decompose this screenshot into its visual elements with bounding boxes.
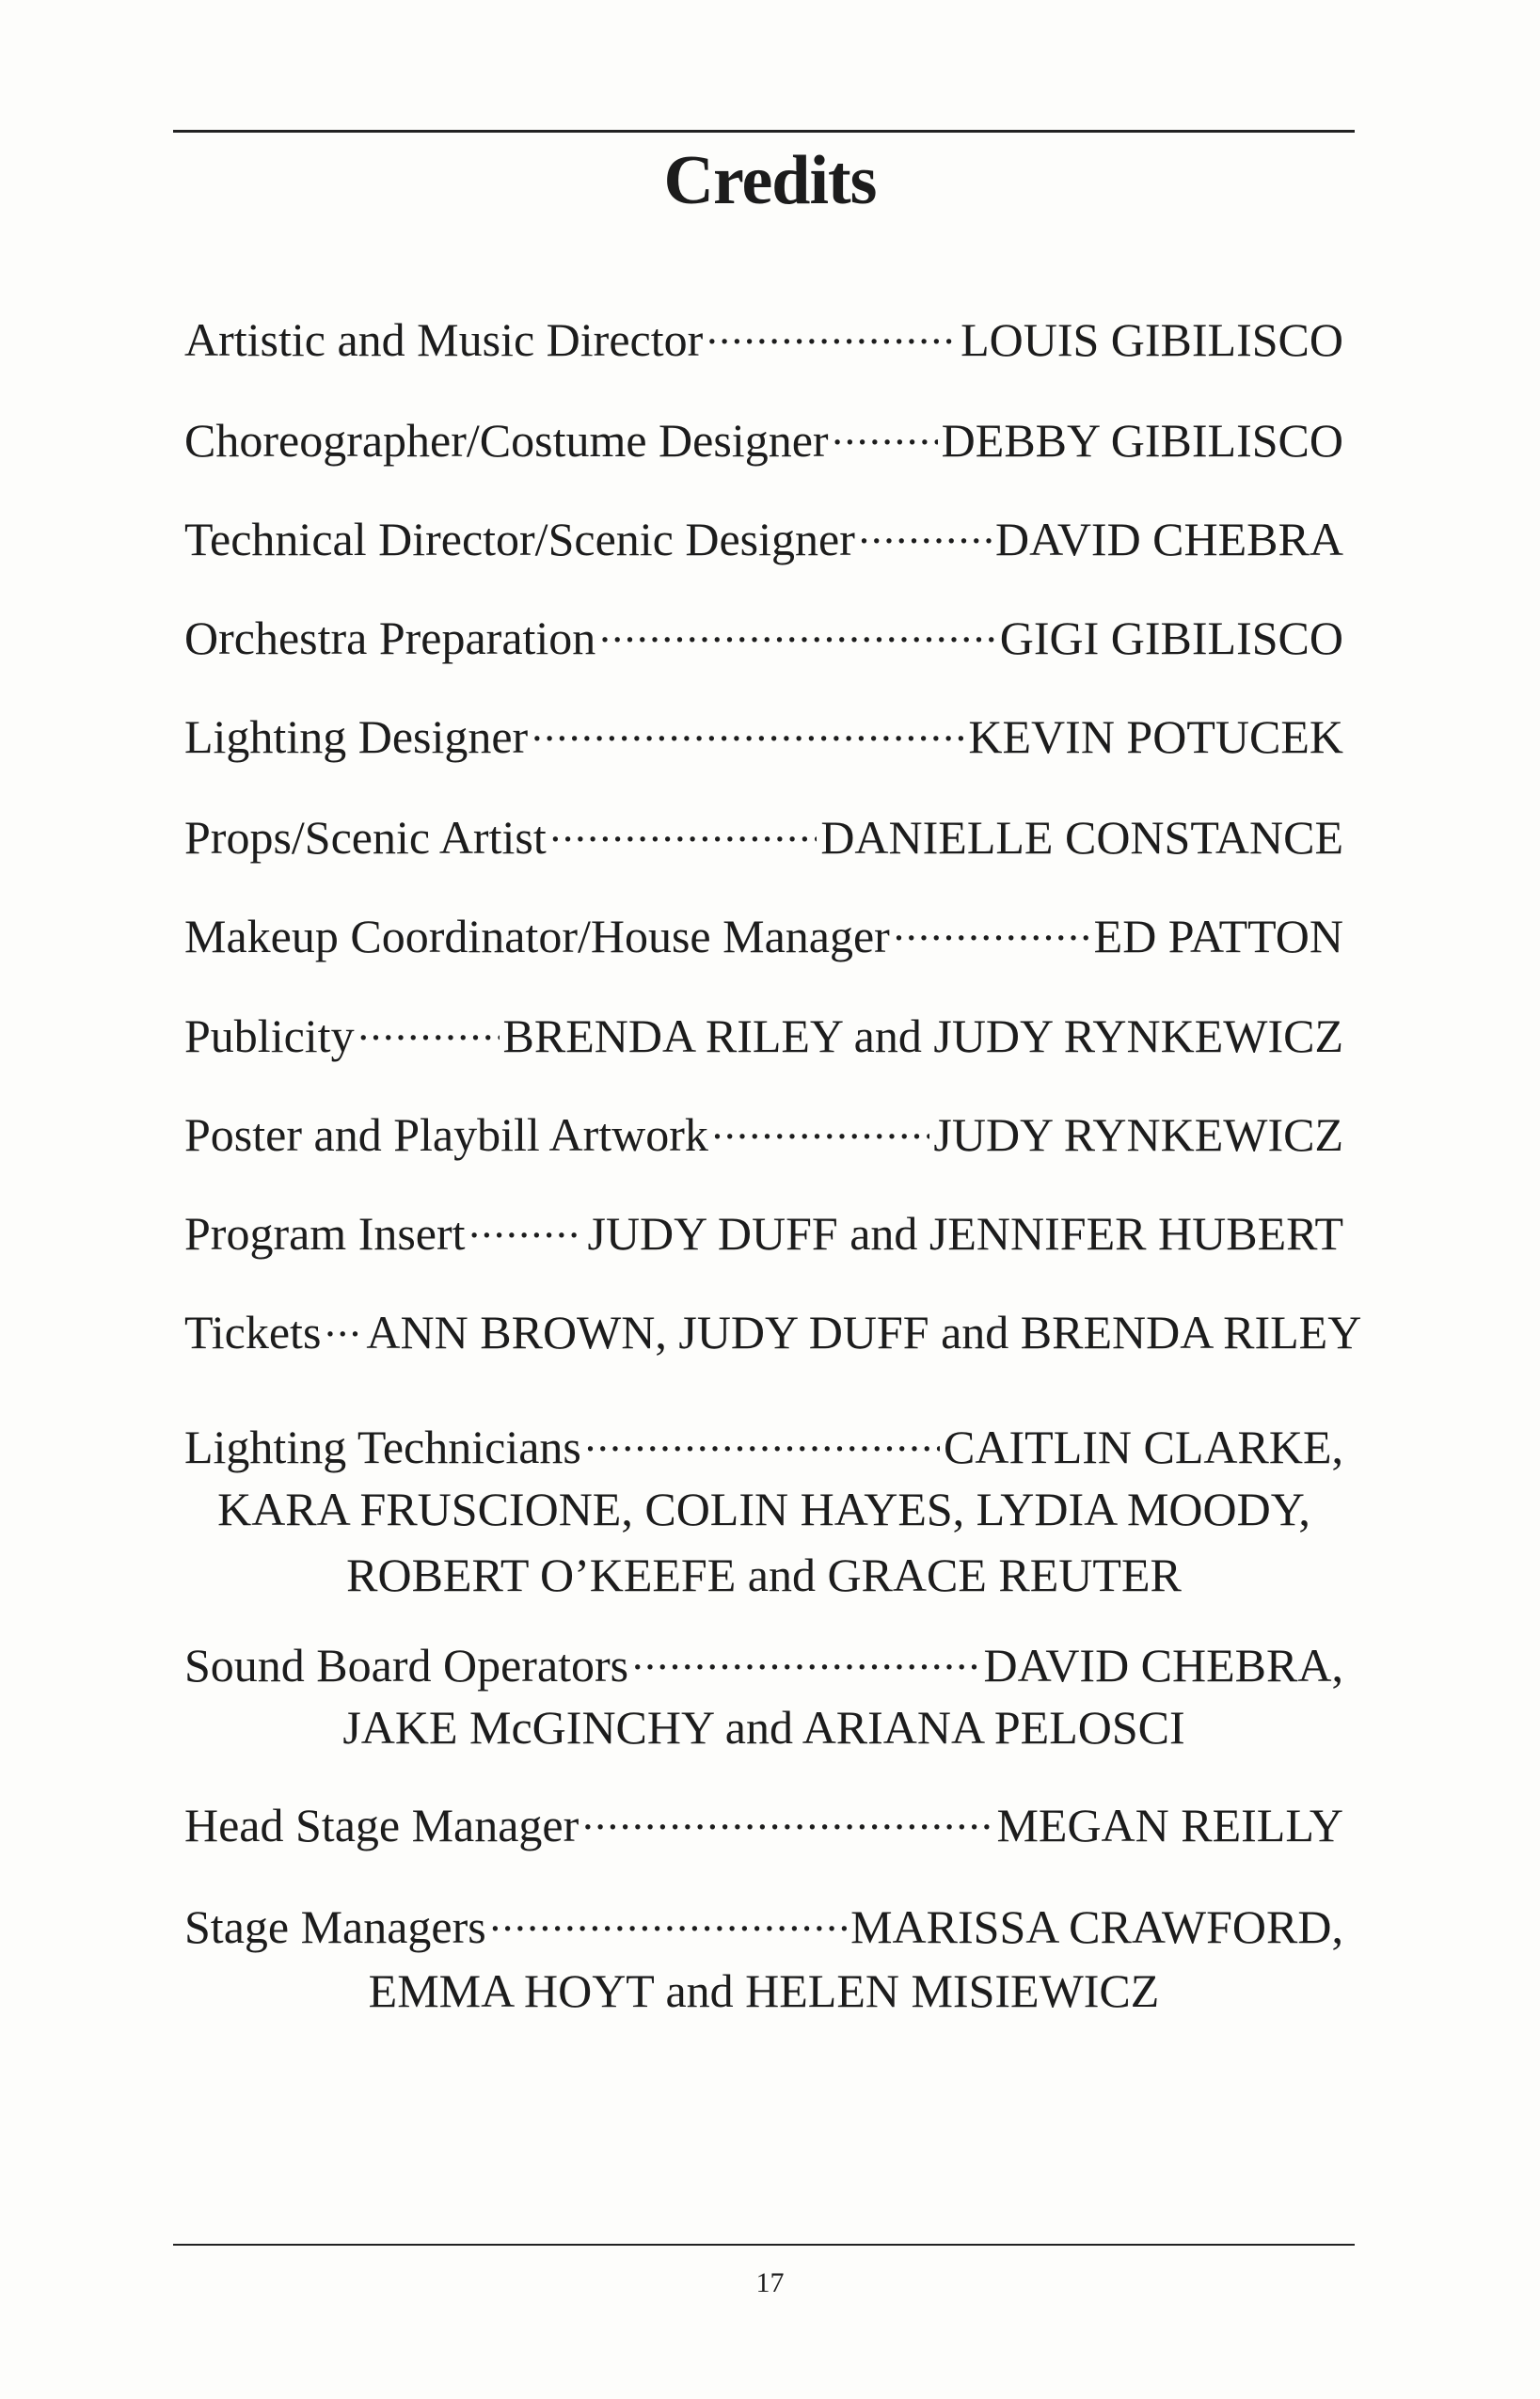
credit-continuation: JAKE McGINCHY and ARIANA PELOSCI [342,1701,1185,1754]
credit-row [184,1301,1362,1367]
credit-name: MARISSA CRAWFORD, [850,1900,1343,1953]
credit-row [184,1005,1343,1071]
credit-name: LOUIS GIBILISCO [961,313,1343,366]
credit-row [184,1896,1343,1962]
credit-row [184,508,1343,574]
dot-leader [706,309,957,356]
credit-role: Poster and Playbill Artwork [184,1108,708,1161]
credit-name: KEVIN POTUCEK [968,710,1343,763]
dot-leader [358,1005,500,1052]
credit-row [184,607,1343,673]
credit-role: Stage Managers [184,1900,486,1953]
credit-role: Sound Board Operators [184,1639,629,1692]
credit-role: Technical Director/Scenic Designer [184,513,855,565]
credit-name: DANIELLE CONSTANCE [820,811,1343,864]
page-number: 17 [755,2267,785,2298]
credit-name: GIGI GIBILISCO [999,612,1343,664]
credit-name: DEBBY GIBILISCO [941,414,1343,467]
credit-role: Lighting Designer [184,710,529,763]
credit-name: CAITLIN CLARKE, [944,1421,1343,1473]
credit-role: Head Stage Manager [184,1799,579,1851]
dot-leader [632,1634,979,1681]
credit-role: Lighting Technicians [184,1421,581,1473]
dot-leader [532,706,964,753]
credit-continuation: EMMA HOYT and HELEN MISIEWICZ [368,1964,1160,2017]
dot-leader [859,508,992,555]
credit-row [184,1416,1343,1482]
credit-row [184,1104,1343,1169]
credit-row [184,409,1343,475]
top-rule [173,130,1355,133]
credit-name: MEGAN REILLY [996,1799,1343,1851]
credit-row [184,905,1343,971]
credit-name: ANN BROWN, JUDY DUFF and BRENDA RILEY [366,1306,1362,1358]
credit-row [184,309,1343,374]
credit-name: DAVID CHEBRA [995,513,1343,565]
dot-leader [469,1202,584,1249]
credit-role: Artistic and Music Director [184,313,704,366]
credit-role: Makeup Coordinator/House Manager [184,910,890,962]
dot-leader [833,409,938,456]
credit-role: Publicity [184,1009,355,1062]
credit-continuation: ROBERT O’KEEFE and GRACE REUTER [346,1549,1182,1601]
credit-name: BRENDA RILEY and JUDY RYNKEWICZ [502,1009,1343,1062]
credit-row [184,1794,1343,1860]
credit-continuation: KARA FRUSCIONE, COLIN HAYES, LYDIA MOODY, [217,1483,1310,1535]
credit-name: JUDY DUFF and JENNIFER HUBERT [587,1207,1343,1260]
credit-row [184,806,1343,872]
credit-name: JUDY RYNKEWICZ [933,1108,1343,1161]
page-title: Credits [663,142,877,219]
bottom-rule [173,2244,1355,2246]
credit-row [184,1202,1343,1268]
dot-leader [325,1301,362,1348]
dot-leader [550,806,818,853]
dot-leader [585,1416,940,1463]
credit-name: DAVID CHEBRA, [983,1639,1343,1692]
credit-role: Props/Scenic Artist [184,811,547,864]
dot-leader [712,1104,929,1151]
dot-leader [490,1896,847,1943]
credit-name: ED PATTON [1093,910,1343,962]
credit-role: Orchestra Preparation [184,612,596,664]
dot-leader [599,607,995,654]
dot-leader [582,1794,992,1841]
credit-row [184,706,1343,771]
credit-role: Tickets [184,1306,322,1358]
credit-row [184,1634,1343,1700]
dot-leader [894,905,1090,952]
credit-role: Program Insert [184,1207,466,1260]
credit-role: Choreographer/Costume Designer [184,414,829,467]
